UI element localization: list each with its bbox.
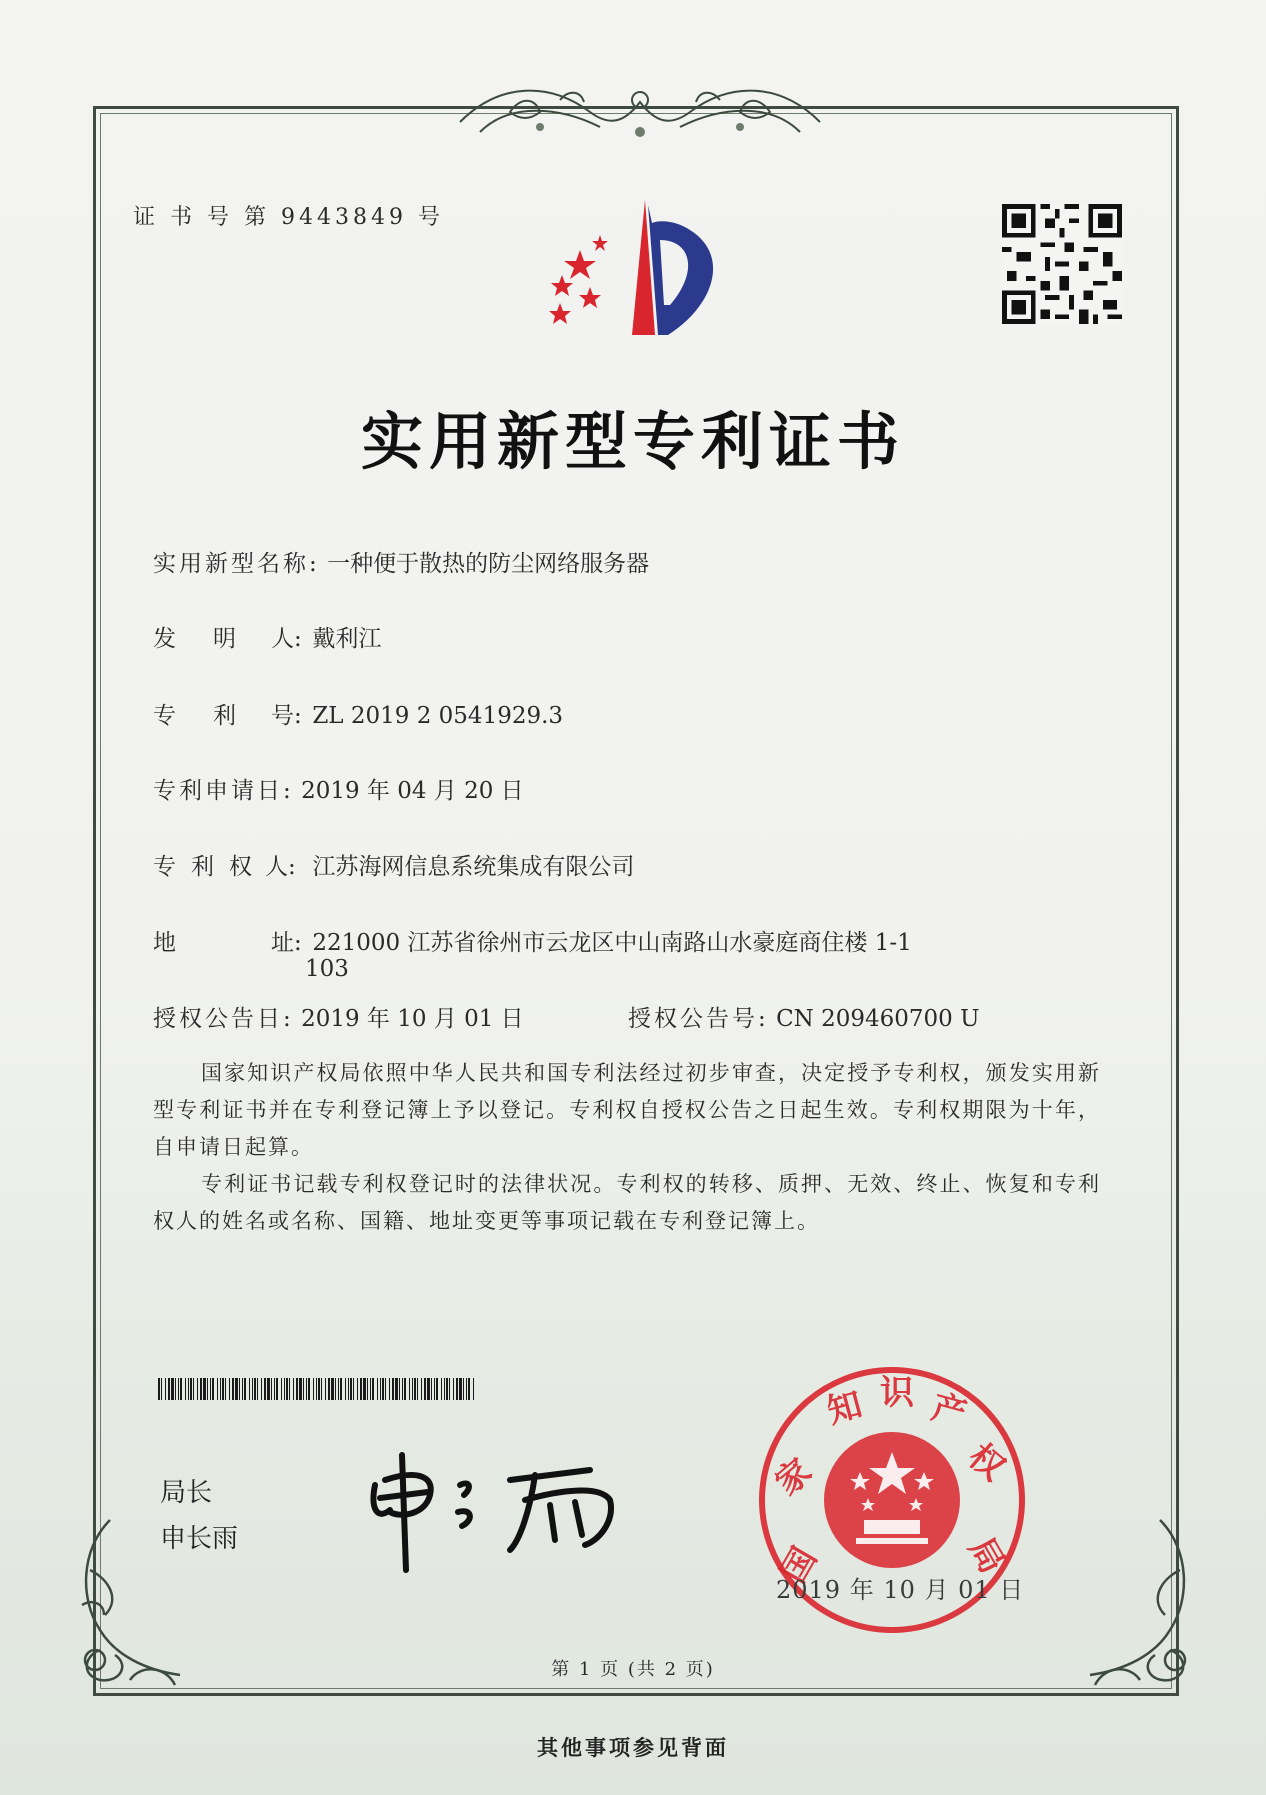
- svg-text:知: 知: [823, 1384, 867, 1432]
- svg-text:家: 家: [767, 1451, 820, 1504]
- address-label: 地 址:: [153, 930, 302, 956]
- filing-date-row: [153, 772, 524, 805]
- certificate-number: 证 书 号 第 9443849 号: [133, 205, 444, 230]
- address-value-line2: 103: [305, 956, 349, 982]
- patentee-row: [153, 848, 634, 881]
- inventor-value: 戴利江: [312, 626, 382, 652]
- inventor-label: 发 明 人:: [153, 626, 302, 652]
- body-paragraph-2: 专利证书记载专利权登记时的法律状况。专利权的转移、质押、无效、终止、恢复和专利权人的姓名或名称、国籍、地址变更等事项记载在专利登记簿上。: [153, 1172, 1101, 1233]
- svg-text:权: 权: [960, 1436, 1013, 1489]
- director-title: 局长: [160, 1478, 213, 1508]
- filing-date-label: 专利申请日:: [153, 778, 294, 804]
- barcode-icon: [158, 1378, 476, 1400]
- page-number: 第 1 页 (共 2 页): [551, 1659, 715, 1680]
- top-ornament-icon: [440, 72, 840, 152]
- grant-number-value: CN 209460700 U: [776, 1006, 980, 1032]
- utility-model-name-label: 实用新型名称:: [153, 551, 320, 577]
- grant-number-label: 授权公告号:: [628, 1006, 769, 1032]
- body-paragraph-1: 国家知识产权局依照中华人民共和国专利法经过初步审查，决定授予专利权，颁发实用新型专利证书并在专利登记簿上予以登记。专利权自授权公告之日起生效。专利权期限为十年，自申请日起算。: [153, 1061, 1101, 1159]
- grant-date-row: [153, 1000, 524, 1033]
- grant-date-label: 授权公告日:: [153, 1006, 294, 1032]
- qr-code-icon: [1002, 204, 1122, 324]
- svg-text:产: 产: [927, 1387, 971, 1435]
- filing-date-value: 2019 年 04 月 20 日: [301, 778, 524, 804]
- utility-model-name-value: 一种便于散热的防尘网络服务器: [327, 551, 650, 577]
- address-value-line1: 221000 江苏省徐州市云龙区中山南路山水豪庭商住楼 1-1: [312, 930, 912, 956]
- certificate-title: 实用新型专利证书: [360, 405, 905, 478]
- svg-text:国: 国: [773, 1540, 826, 1591]
- patentee-value: 江苏海网信息系统集成有限公司: [312, 854, 635, 880]
- grant-date-value: 2019 年 10 月 01 日: [301, 1006, 524, 1032]
- grant-number-row: [628, 1000, 980, 1033]
- patent-number-value: ZL 2019 2 0541929.3: [312, 703, 564, 729]
- director-name: 申长雨: [160, 1524, 239, 1554]
- patent-number-row: [153, 697, 563, 730]
- director-signature-icon: [360, 1440, 640, 1580]
- footer-note: 其他事项参见背面: [537, 1735, 729, 1760]
- svg-text:局: 局: [960, 1530, 1013, 1581]
- seal-date: 2019 年 10 月 01 日: [776, 1576, 1025, 1604]
- patent-office-emblem-icon: [540, 195, 740, 345]
- svg-text:识: 识: [880, 1373, 914, 1413]
- utility-model-name-row: [153, 545, 649, 578]
- patentee-label: 专 利 权 人:: [153, 854, 296, 880]
- patent-number-label: 专 利 号:: [153, 703, 302, 729]
- inventor-row: [153, 620, 381, 653]
- address-row: [153, 924, 912, 957]
